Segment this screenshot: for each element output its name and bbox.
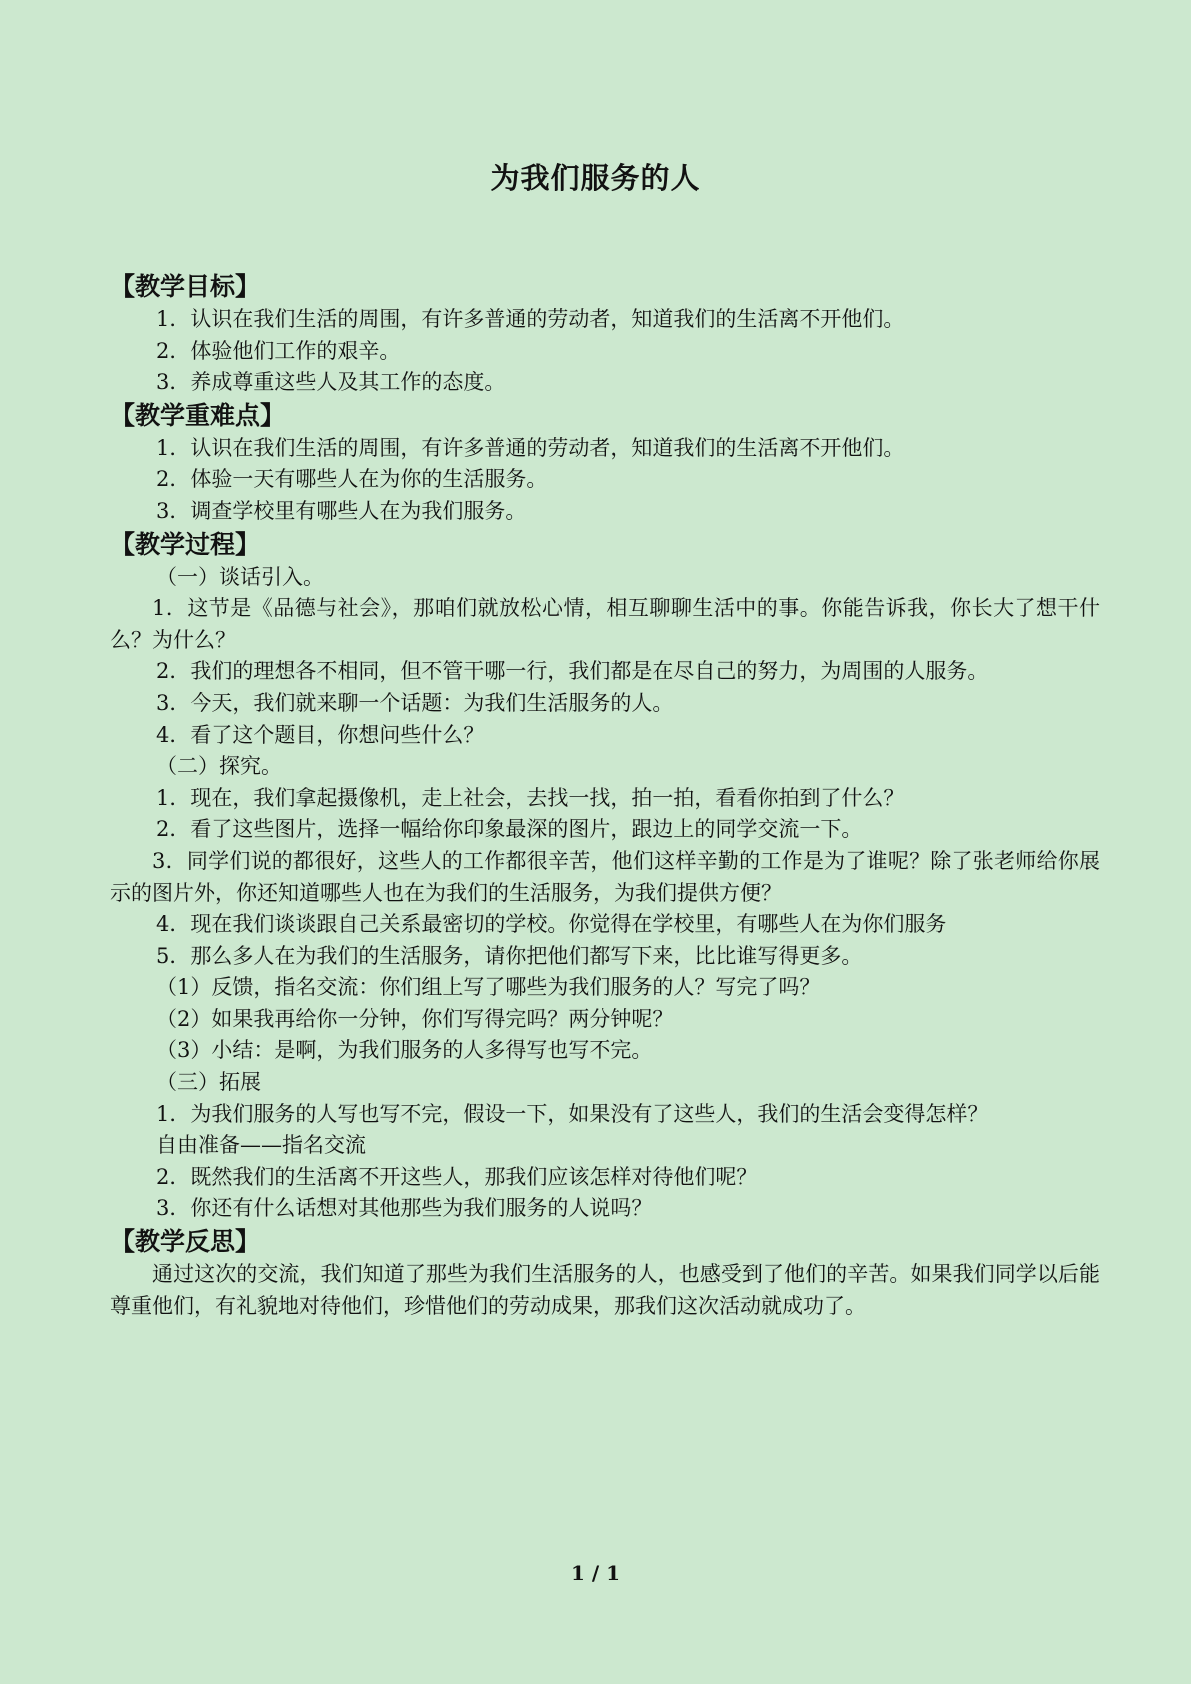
process-item: 2．既然我们的生活离不开这些人，那我们应该怎样对待他们呢？	[156, 1164, 758, 1189]
key-point-item: 3．调查学校里有哪些人在为我们服务。	[156, 498, 527, 523]
process-item: 4．现在我们谈谈跟自己关系最密切的学校。你觉得在学校里，有哪些人在为你们服务	[156, 912, 947, 937]
process-item: 自由准备——指名交流	[156, 1133, 366, 1158]
process-item: 3．你还有什么话想对其他那些为我们服务的人说吗？	[156, 1196, 653, 1221]
process-item: 1．现在，我们拿起摄像机，走上社会，去找一找，拍一拍，看看你拍到了什么？	[156, 785, 905, 810]
process-item: 3．同学们说的都很好，这些人的工作都很辛苦，他们这样辛勤的工作是为了谁呢？除了张老师给你展示的图片外，你还知道哪些人也在为我们的生活服务，为我们提供方便？	[110, 848, 1100, 905]
process-item: 1．这节是《品德与社会》，那咱们就放松心情，相互聊聊生活中的事。你能告诉我，你长大了想干什么？为什么？	[110, 596, 1100, 652]
section-heading-key-points: 【教学重难点】	[110, 400, 286, 430]
process-part-title: （二）探究。	[156, 754, 282, 779]
section-heading-reflection: 【教学反思】	[110, 1227, 261, 1257]
goal-item: 2．体验他们工作的艰辛。	[156, 338, 401, 363]
process-part-title: （三）拓展	[156, 1070, 261, 1095]
page-number: 1 / 1	[570, 1561, 621, 1585]
process-item: 3．今天，我们就来聊一个话题：为我们生活服务的人。	[156, 690, 674, 715]
process-sub-item: （2）如果我再给你一分钟，你们写得完吗？两分钟呢？	[156, 1006, 674, 1031]
process-item: 2．我们的理想各不相同，但不管干哪一行，我们都是在尽自己的努力，为周围的人服务。	[156, 659, 989, 684]
process-sub-item: （1）反馈，指名交流：你们组上写了哪些为我们服务的人？写完了吗？	[156, 975, 821, 1000]
process-item: 4．看了这个题目，你想问些什么？	[156, 722, 485, 747]
goal-item: 1．认识在我们生活的周围，有许多普通的劳动者，知道我们的生活离不开他们。	[156, 307, 905, 331]
goal-item: 3．养成尊重这些人及其工作的态度。	[156, 370, 506, 395]
process-item: 5．那么多人在为我们的生活服务，请你把他们都写下来，比比谁写得更多。	[156, 943, 863, 968]
page-title: 为我们服务的人	[490, 161, 701, 195]
document-body	[110, 270, 1100, 1322]
section-heading-goals: 【教学目标】	[110, 272, 261, 301]
key-point-item: 2．体验一天有哪些人在为你的生活服务。	[156, 467, 548, 492]
key-point-item: 1．认识在我们生活的周围，有许多普通的劳动者，知道我们的生活离不开他们。	[156, 435, 905, 460]
section-heading-process: 【教学过程】	[110, 529, 261, 559]
process-part-title: （一）谈话引入。	[156, 564, 324, 589]
reflection-text: 通过这次的交流，我们知道了那些为我们生活服务的人，也感受到了他们的辛苦。如果我们同学以后能尊重他们，有礼貌地对待他们，珍惜他们的劳动成果，那我们这次活动就成功了。	[110, 1262, 1100, 1318]
process-item: 2．看了这些图片，选择一幅给你印象最深的图片，跟边上的同学交流一下。	[156, 817, 863, 842]
process-sub-item: （3）小结：是啊，为我们服务的人多得写也写不完。	[156, 1038, 653, 1063]
process-item: 1．为我们服务的人写也写不完，假设一下，如果没有了这些人，我们的生活会变得怎样？	[156, 1101, 989, 1126]
